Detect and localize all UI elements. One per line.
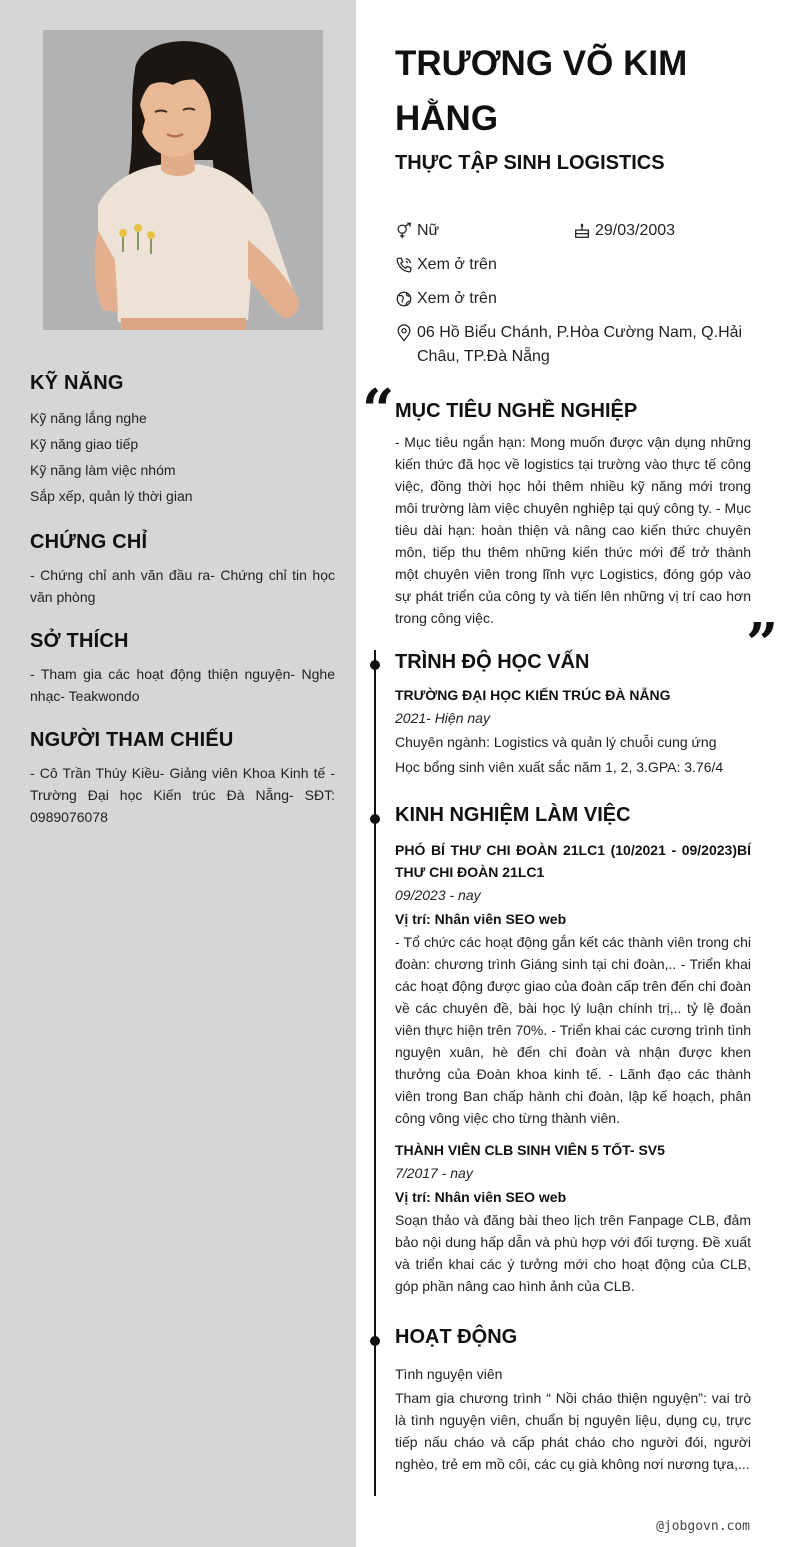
skill-item: Sắp xếp, quản lý thời gian	[30, 488, 193, 504]
objective-title: MỤC TIÊU NGHỀ NGHIỆP	[395, 400, 638, 422]
full-name: TRƯƠNG VÕ KIM HẰNG	[395, 44, 688, 138]
birthday-row	[573, 219, 675, 243]
activities-title: HOẠT ĐỘNG	[395, 1326, 518, 1348]
experience-section	[395, 804, 751, 1297]
job-entry	[395, 1139, 751, 1297]
cake-icon	[573, 219, 595, 243]
address-value: 06 Hồ Biểu Chánh, P.Hòa Cường Nam, Q.Hải Châu, TP.Đà Nẵng	[417, 324, 743, 365]
education-major: Chuyên ngành: Logistics và quản lý chuỗi cung ứng	[395, 734, 717, 750]
education-scholarship: Học bổng sinh viên xuất sắc năm 1, 2, 3.GPA: 3.76/4	[395, 759, 724, 775]
activity-description: Tham gia chương trình “ Nồi cháo thiện nguyện”: vai trò là tình nguyện viên, chuẩn bị nguyên liệu, dụng cụ, trực tiếp nấu cháo và cấp phát cháo cho người đói, người nghèo, trẻ em mồ côi, các cụ già không nơi nương tựa,...	[395, 1390, 751, 1472]
close-quote-icon: ”	[746, 611, 779, 677]
job-entry	[395, 839, 751, 1129]
open-quote-icon: “	[362, 377, 395, 443]
job-org: THÀNH VIÊN CLB SINH VIÊN 5 TỐT- SV5	[395, 1142, 665, 1158]
hobbies-section	[30, 630, 335, 707]
phone-value: Xem ở trên	[417, 256, 497, 273]
gender-value: Nữ	[417, 222, 440, 239]
skills-section	[30, 372, 335, 509]
job-description: Soạn thảo và đăng bài theo lịch trên Fanpage CLB, đảm bảo nội dung hấp dẫn và phù hợp với đối tượng. Đề xuất và triển khai các ý tưởng mới cho hoạt động của CLB, góp phần nâng cao hình ảnh của CLB.	[395, 1212, 751, 1294]
sidebar	[0, 0, 356, 1547]
education-period: 2021- Hiện nay	[395, 710, 490, 726]
activities-section	[395, 1326, 751, 1475]
timeline-dot	[370, 660, 380, 670]
timeline-line	[374, 650, 376, 1496]
job-org: PHÓ BÍ THƯ CHI ĐOÀN 21LC1 (10/2021 - 09/2023)BÍ THƯ CHI ĐOÀN 21LC1	[395, 842, 751, 880]
address-row	[395, 321, 750, 369]
job-title: THỰC TẬP SINH LOGISTICS	[395, 152, 665, 174]
education-section	[395, 651, 751, 780]
job-position: Vị trí: Nhân viên SEO web	[395, 1189, 567, 1205]
profile-photo	[43, 30, 323, 330]
references-title: NGƯỜI THAM CHIẾU	[30, 729, 234, 751]
skills-title: KỸ NĂNG	[30, 372, 124, 394]
timeline-dot	[370, 1336, 380, 1346]
hobbies-text: - Tham gia các hoạt động thiện nguyện- Nghe nhạc- Teakwondo	[30, 666, 335, 704]
globe-icon	[395, 287, 417, 311]
certificates-text: - Chứng chỉ anh văn đầu ra- Chứng chỉ tin học văn phòng	[30, 567, 335, 605]
objective-section	[395, 400, 751, 629]
job-description: - Tổ chức các hoạt động gắn kết các thành viên trong chi đoàn: chương trình Giáng sinh tại chi đoàn,.. - Triển khai các hoạt động được giao của đoàn cấp trên đến chi đoàn về các chuyên đề, bài học lý luận chính trị,.. tỷ lệ đoàn viên thực hiện trên 70%. - Triển khai các cương trình tình nguyện xuân, hè đến chi đoàn và nhận được khen thưởng của Đoàn khoa kinh tế. - Lãnh đạo các thành viên trong Ban chấp hành chi đoàn, lập kế hoạch, phân công vông việc cho từng thành viên.	[395, 934, 751, 1126]
gender-row	[395, 219, 439, 243]
phone-icon	[395, 253, 417, 277]
job-period: 7/2017 - nay	[395, 1165, 473, 1181]
gender-icon	[395, 219, 417, 243]
skill-item: Kỹ năng lắng nghe	[30, 410, 147, 426]
activity-name: Tình nguyện viên	[395, 1366, 503, 1382]
website-value: Xem ở trên	[417, 290, 497, 307]
phone-row	[395, 253, 497, 277]
portrait-illustration	[43, 30, 323, 330]
school-name: TRƯỜNG ĐẠI HỌC KIẾN TRÚC ĐÀ NẴNG	[395, 687, 671, 703]
skill-item: Kỹ năng giao tiếp	[30, 436, 139, 452]
objective-text: - Mục tiêu ngắn hạn: Mong muốn được vận dụng những kiến thức đã học về logistics tại trường vào thực tế công việc, đồng thời học hỏi thêm nhiều kỹ năng mới trong môi trường làm việc chuyên nghiệp tại quý công ty. - Mục tiêu dài hạn: hoàn thiện và nâng cao kiến thức chuyên môn, tiếp thu thêm những kiến thức mới để trở thành một chuyên viên trong lĩnh vực Logistics, đóng góp vào sự phát triển của công ty và tiến lên những vị trí cao hơn trong công việc.	[395, 434, 751, 626]
location-pin-icon	[395, 321, 417, 345]
certificates-section	[30, 531, 335, 608]
references-text: - Cô Trần Thúy Kiều- Giảng viên Khoa Kinh tế - Trường Đại học Kiến trúc Đà Nẵng- SĐT: 0989076078	[30, 765, 335, 825]
job-position: Vị trí: Nhân viên SEO web	[395, 911, 567, 927]
education-title: TRÌNH ĐỘ HỌC VẤN	[395, 651, 590, 673]
references-section	[30, 729, 335, 828]
birthday-value: 29/03/2003	[595, 222, 676, 239]
skill-item: Kỹ năng làm việc nhóm	[30, 462, 176, 478]
hobbies-title: SỞ THÍCH	[30, 630, 129, 652]
job-period: 09/2023 - nay	[395, 887, 481, 903]
certificates-title: CHỨNG CHỈ	[30, 531, 148, 553]
experience-title: KINH NGHIỆM LÀM VIỆC	[395, 804, 631, 826]
watermark: @jobgovn.com	[656, 1519, 750, 1534]
website-row	[395, 287, 497, 311]
timeline-dot	[370, 814, 380, 824]
